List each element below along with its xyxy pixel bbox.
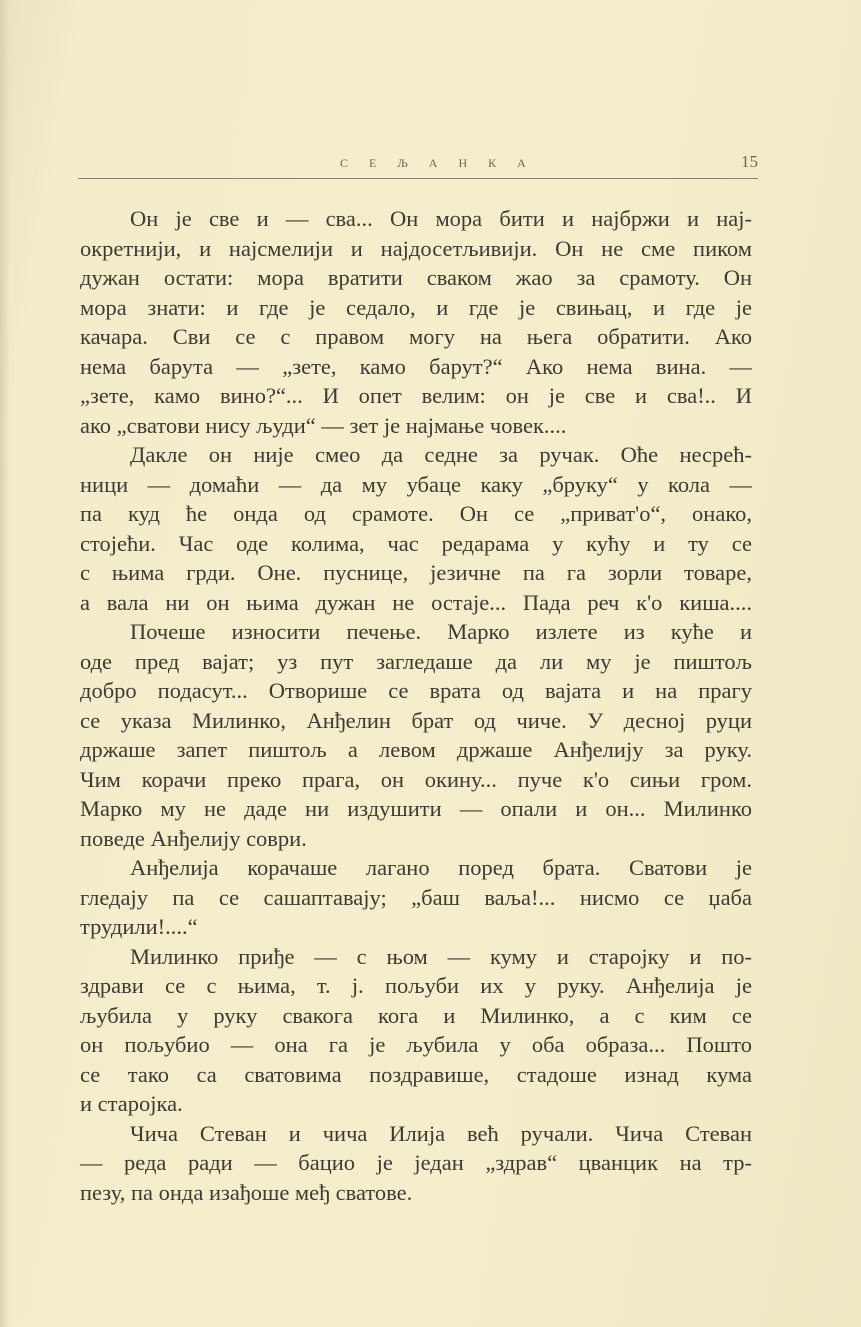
paragraph [80, 853, 752, 942]
text-line: па куд ће онда од срамоте. Он се „приват'о“, онако, [80, 501, 752, 526]
text-line: Почеше износити печење. Марко излете из куће и [130, 619, 752, 644]
body-text [80, 204, 752, 1207]
page-number: 15 [741, 152, 758, 171]
text-line: држаше запет пиштољ а левом држаше Анђелију за руку. [80, 737, 752, 762]
text-line: ако „сватови нису људи“ — зет је најмање човек.... [80, 412, 567, 438]
text-line: Чича Стеван и чича Илија већ ручали. Чича Стеван [130, 1120, 752, 1146]
text-line: добро подасут... Отворише се врата од вајата и на прагу [80, 678, 752, 703]
text-line: он пољубио — она га је љубила у оба образа... Пошто [80, 1032, 752, 1057]
paragraph [80, 617, 752, 853]
running-head [78, 150, 758, 180]
paragraph [80, 204, 752, 440]
page-edge [0, 0, 10, 1327]
paragraph [80, 942, 752, 1119]
text-line: се тако са сватовима поздравише, стадоше изнад кума [80, 1061, 752, 1087]
text-line: окретнији, и најсмелији и најдосетљивији. Он не сме пиком [80, 235, 752, 261]
text-line: пезу, па онда изађоше међ сватове. [80, 1179, 413, 1205]
text-line: качара. Сви се с правом могу на њега обратити. Ако [80, 324, 752, 349]
text-line: гледају па се сашаптавају; „баш ваља!... нисмо се џаба [80, 884, 752, 910]
text-line: Чим корачи преко прага, он окину... пуче к'о сињи гром. [80, 766, 752, 792]
text-line: ници — домаћи — да му убаце каку „бруку“ у кола — [80, 471, 752, 497]
text-line: Дакле он није смео да седне за ручак. Оће несрећ- [130, 442, 752, 467]
text-line: се указа Милинко, Анђелин брат од чиче. У десној руци [80, 707, 752, 733]
text-line: оде пред вајат; уз пут загледаше да ли му је пиштољ [80, 648, 752, 674]
paragraph [80, 1119, 752, 1208]
text-line: Марко му не даде ни издушити — опали и он... Милинко [80, 796, 752, 821]
text-line: дужан остати: мора вратити сваком жао за срамоту. Он [80, 265, 752, 290]
header-rule [78, 178, 758, 179]
text-line: трудили!....“ [80, 914, 198, 939]
paragraph [80, 440, 752, 617]
running-title: С Е Љ А Н К А [340, 156, 535, 170]
text-line: Анђелија корачаше лагано поред брата. Сватови је [130, 855, 752, 880]
text-line: здрави се с њима, т. ј. пољуби их у руку. Анђелија је [80, 973, 752, 998]
text-line: Милинко приђе — с њом — куму и старојку и по- [130, 943, 752, 969]
text-line: мора знати: и где је седало, и где је свињац, и где је [80, 294, 752, 320]
text-line: с њима грди. Оне. пуснице, језичне па га зорли товаре, [80, 560, 752, 585]
text-line: поведе Анђелију соври. [80, 825, 307, 851]
text-line: Он је све и — сва... Он мора бити и најбржи и нај- [130, 206, 752, 231]
text-line: љубила у руку свакога кога и Милинко, а с ким се [80, 1002, 752, 1028]
text-line: и старојка. [80, 1091, 183, 1116]
text-line: стојећи. Час оде колима, час редарама у кућу и ту се [80, 530, 752, 556]
text-line: — реда ради — бацио је један „здрав“ цванцик на тр- [80, 1150, 752, 1175]
text-line: а вала ни он њима дужан не остаје... Пада реч к'о киша.... [80, 589, 752, 615]
text-line: нема барута — „зете, камо барут?“ Ако нема вина. — [80, 353, 752, 379]
text-line: „зете, камо вино?“... И опет велим: он је све и сва!.. И [80, 383, 752, 408]
